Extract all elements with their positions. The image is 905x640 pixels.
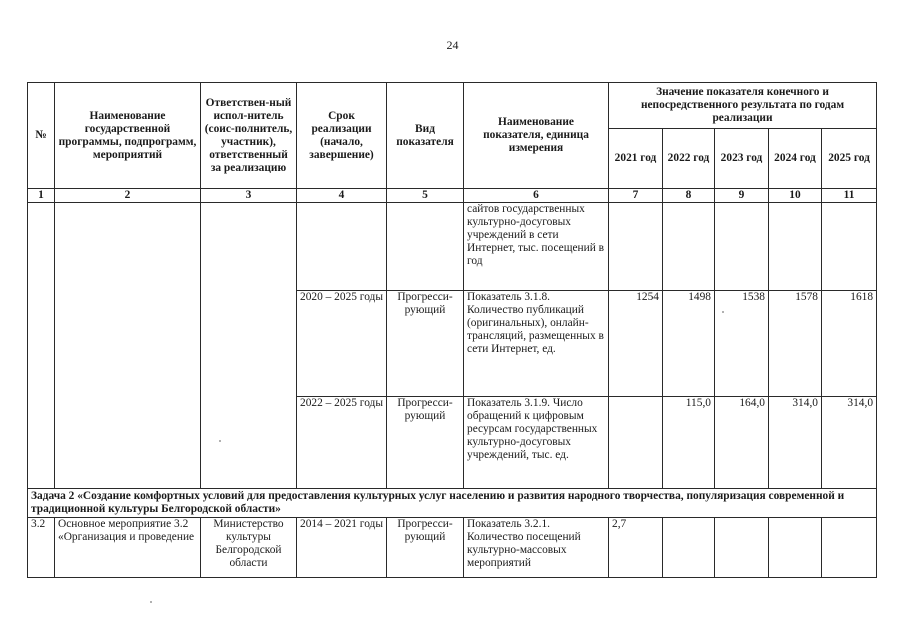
scan-speck xyxy=(219,440,221,442)
cell-value-2022: 1498 xyxy=(663,291,715,397)
cell-value-2023: 1538 xyxy=(715,291,769,397)
cell-responsible: Министерство культуры Белгородской области xyxy=(201,518,297,578)
cell-value-2022 xyxy=(663,203,715,291)
column-number: 2 xyxy=(55,189,201,203)
cell-indicator-type xyxy=(387,203,464,291)
cell-value-2023 xyxy=(715,518,769,578)
cell-indicator-name: Показатель 3.1.9. Число обращений к цифровым ресурсам государственных культурно-досуговых учреждений, тыс. ед. xyxy=(464,397,609,489)
column-number: 3 xyxy=(201,189,297,203)
cell-program-name: Основное мероприятие 3.2 «Организация и проведение xyxy=(55,518,201,578)
cell-value-2021: 1254 xyxy=(609,291,663,397)
column-number: 11 xyxy=(822,189,877,203)
cell-indicator-name: Показатель 3.2.1. Количество посещений культурно-массовых мероприятий xyxy=(464,518,609,578)
cell-value-2025: 1618 xyxy=(822,291,877,397)
cell-no: 3.2 xyxy=(28,518,55,578)
header-year-2022: 2022 год xyxy=(663,129,715,189)
cell-value-2024 xyxy=(769,518,822,578)
header-year-2023: 2023 год xyxy=(715,129,769,189)
header-values-group: Значение показателя конечного и непосредственного результата по годам реализации xyxy=(609,83,877,129)
cell-period: 2022 – 2025 годы xyxy=(297,397,387,489)
cell-indicator-type: Прогресси-рующий xyxy=(387,518,464,578)
task-row xyxy=(28,489,877,518)
cell-indicator-name: Показатель 3.1.8. Количество публикаций (оригинальных), онлайн-трансляций, размещенных в сети Интернет, ед. xyxy=(464,291,609,397)
column-number-row xyxy=(28,189,877,203)
cell-value-2024: 314,0 xyxy=(769,397,822,489)
cell-program-name xyxy=(55,203,201,489)
task-2-heading: Задача 2 «Создание комфортных условий для предоставления культурных услуг населению и развития народного творчества, популяризация современной и традиционной культуры Белгородской области» xyxy=(28,489,877,518)
cell-indicator-type: Прогресси-рующий xyxy=(387,397,464,489)
cell-value-2021 xyxy=(609,397,663,489)
cell-indicator-type: Прогресси-рующий xyxy=(387,291,464,397)
column-number: 7 xyxy=(609,189,663,203)
header-year-2024: 2024 год xyxy=(769,129,822,189)
scan-speck xyxy=(150,601,152,603)
column-number: 4 xyxy=(297,189,387,203)
table-row xyxy=(28,203,877,291)
cell-value-2022: 115,0 xyxy=(663,397,715,489)
cell-value-2022 xyxy=(663,518,715,578)
column-number: 1 xyxy=(28,189,55,203)
header-no: № xyxy=(28,83,55,189)
header-responsible: Ответствен-ный испол-нитель (соис-полнитель, участник), ответственный за реализацию xyxy=(201,83,297,189)
column-number: 9 xyxy=(715,189,769,203)
cell-value-2025: 314,0 xyxy=(822,397,877,489)
page-number: 24 xyxy=(446,38,459,52)
cell-value-2023 xyxy=(715,203,769,291)
cell-no xyxy=(28,203,55,489)
table-row xyxy=(28,518,877,578)
cell-value-2021 xyxy=(609,203,663,291)
scan-speck xyxy=(722,311,724,313)
cell-value-2021: 2,7 xyxy=(609,518,663,578)
header-year-2021: 2021 год xyxy=(609,129,663,189)
cell-responsible xyxy=(201,203,297,489)
header-period: Срок реализации (начало, завершение) xyxy=(297,83,387,189)
cell-period: 2014 – 2021 годы xyxy=(297,518,387,578)
header-program-name: Наименование государственной программы, подпрограмм, мероприятий xyxy=(55,83,201,189)
column-number: 6 xyxy=(464,189,609,203)
indicators-table xyxy=(27,82,877,578)
cell-value-2025 xyxy=(822,203,877,291)
column-number: 8 xyxy=(663,189,715,203)
column-number: 5 xyxy=(387,189,464,203)
header-year-2025: 2025 год xyxy=(822,129,877,189)
cell-period xyxy=(297,203,387,291)
header-indicator-name: Наименование показателя, единица измерения xyxy=(464,83,609,189)
column-number: 10 xyxy=(769,189,822,203)
cell-value-2024 xyxy=(769,203,822,291)
header-indicator-type: Вид показателя xyxy=(387,83,464,189)
cell-period: 2020 – 2025 годы xyxy=(297,291,387,397)
cell-value-2025 xyxy=(822,518,877,578)
cell-value-2023: 164,0 xyxy=(715,397,769,489)
cell-indicator-name: сайтов государственных культурно-досуговых учреждений в сети Интернет, тыс. посещений в год xyxy=(464,203,609,291)
cell-value-2024: 1578 xyxy=(769,291,822,397)
